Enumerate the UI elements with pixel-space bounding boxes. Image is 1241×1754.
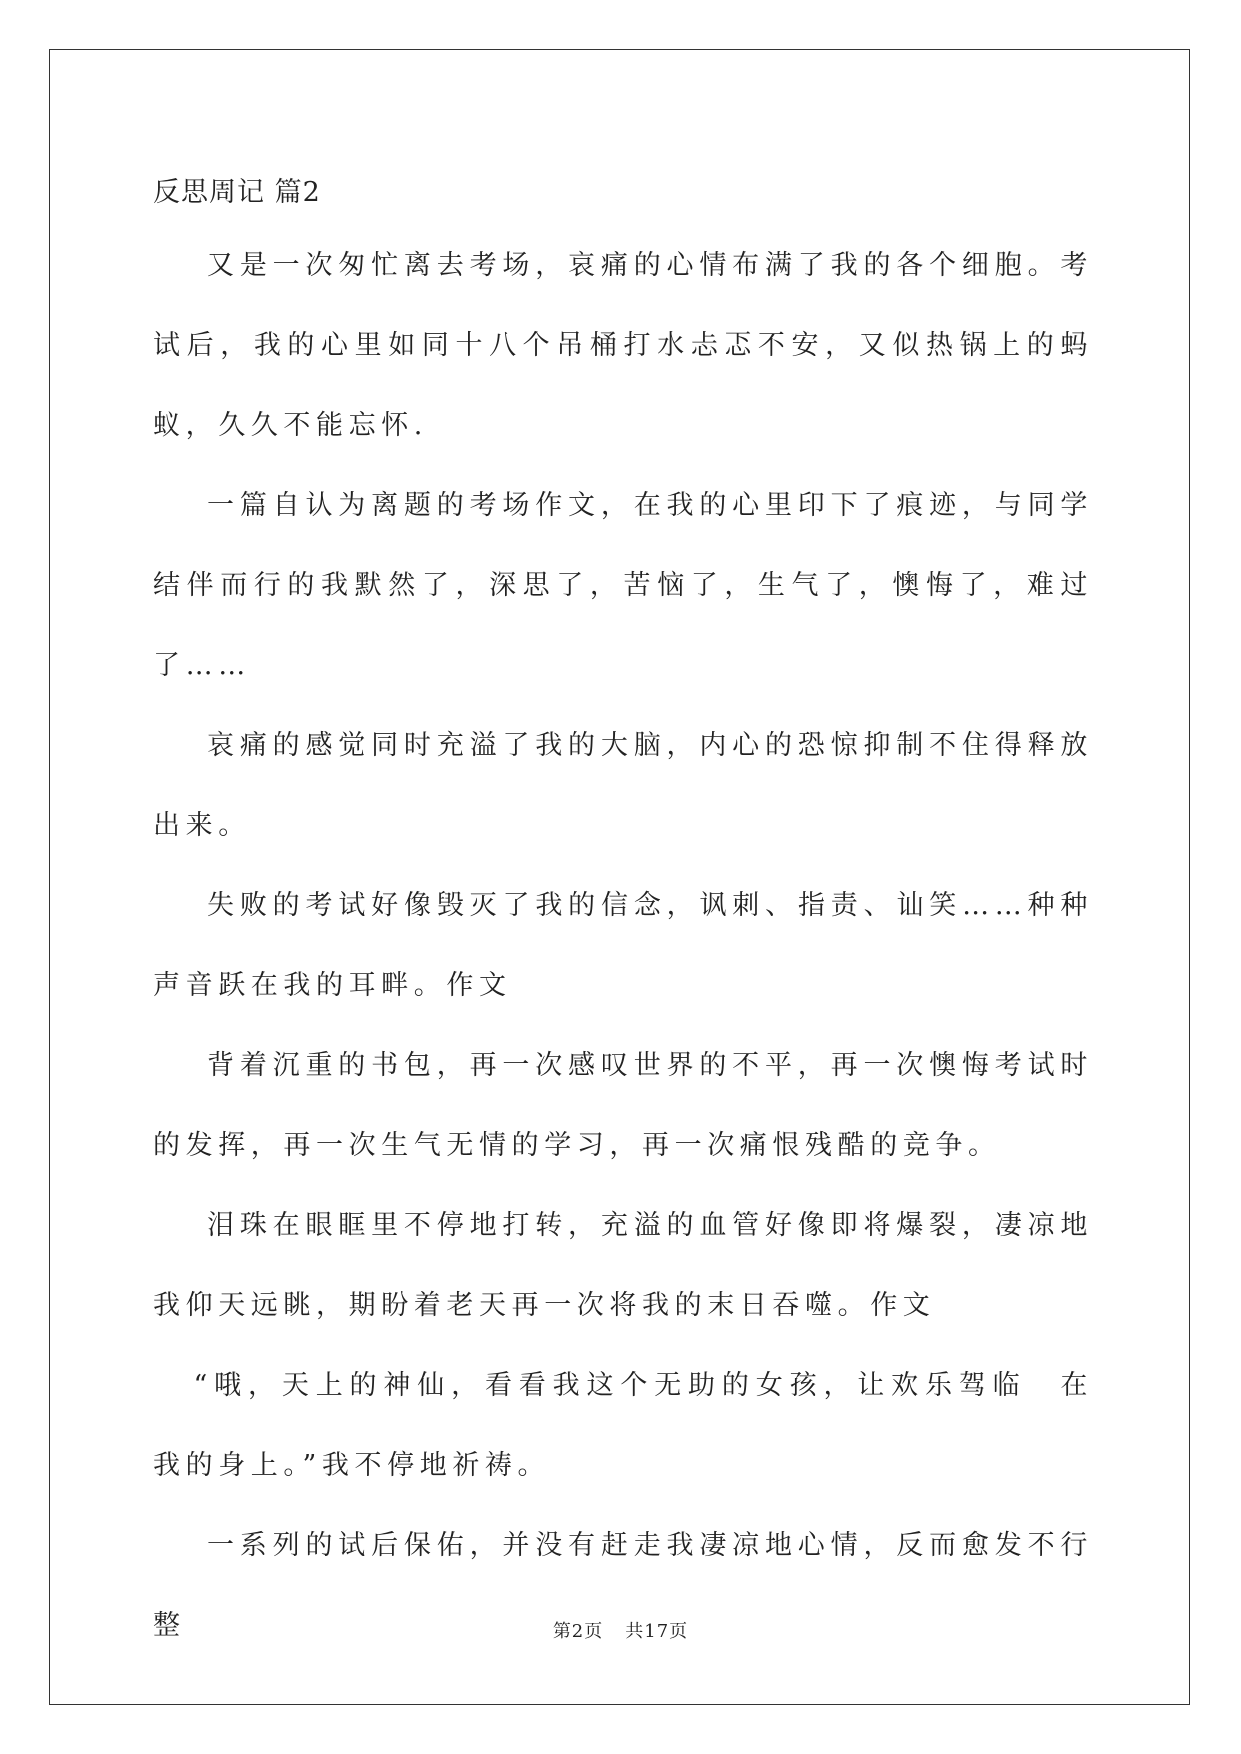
paragraph-8: 一系列的试后保佑，并没有赶走我凄凉地心情，反而愈发不行整 xyxy=(153,1530,1093,1641)
paragraph-2: 一篇自认为离题的考场作文，在我的心里印下了痕迹，与同学结伴而行的我默然了，深思了，苦恼了，生气了，懊悔了，难过了…… xyxy=(153,490,1093,681)
paragraph-1: 又是一次匆忙离去考场，哀痛的心情布满了我的各个细胞。考试后，我的心里如同十八个吊桶打水忐忑不安，又似热锅上的蚂蚁，久久不能忘怀. xyxy=(153,250,1093,441)
document-title: 反思周记 篇2 xyxy=(153,177,321,208)
page-number: 第2页 xyxy=(552,1621,604,1642)
page-total: 共17页 xyxy=(625,1621,689,1642)
page-footer xyxy=(0,1617,1241,1643)
paragraph-5: 背着沉重的书包，再一次感叹世界的不平，再一次懊悔考试时的发挥，再一次生气无情的学习，再一次痛恨残酷的竞争。 xyxy=(153,1050,1093,1161)
paragraph-6: 泪珠在眼眶里不停地打转，充溢的血管好像即将爆裂，凄凉地我仰天远眺，期盼着老天再一次将我的末日吞噬。作文 xyxy=(153,1210,1093,1321)
paragraph-4: 失败的考试好像毁灭了我的信念，讽刺、指责、讪笑……种种声音跃在我的耳畔。作文 xyxy=(153,890,1093,1001)
paragraph-7: “哦，天上的神仙，看看我这个无助的女孩，让欢乐驾临 在我的身上。”我不停地祈祷。 xyxy=(153,1370,1093,1481)
document-body xyxy=(153,160,1093,1666)
paragraph-3: 哀痛的感觉同时充溢了我的大脑，内心的恐惊抑制不住得释放出来。 xyxy=(153,730,1093,841)
